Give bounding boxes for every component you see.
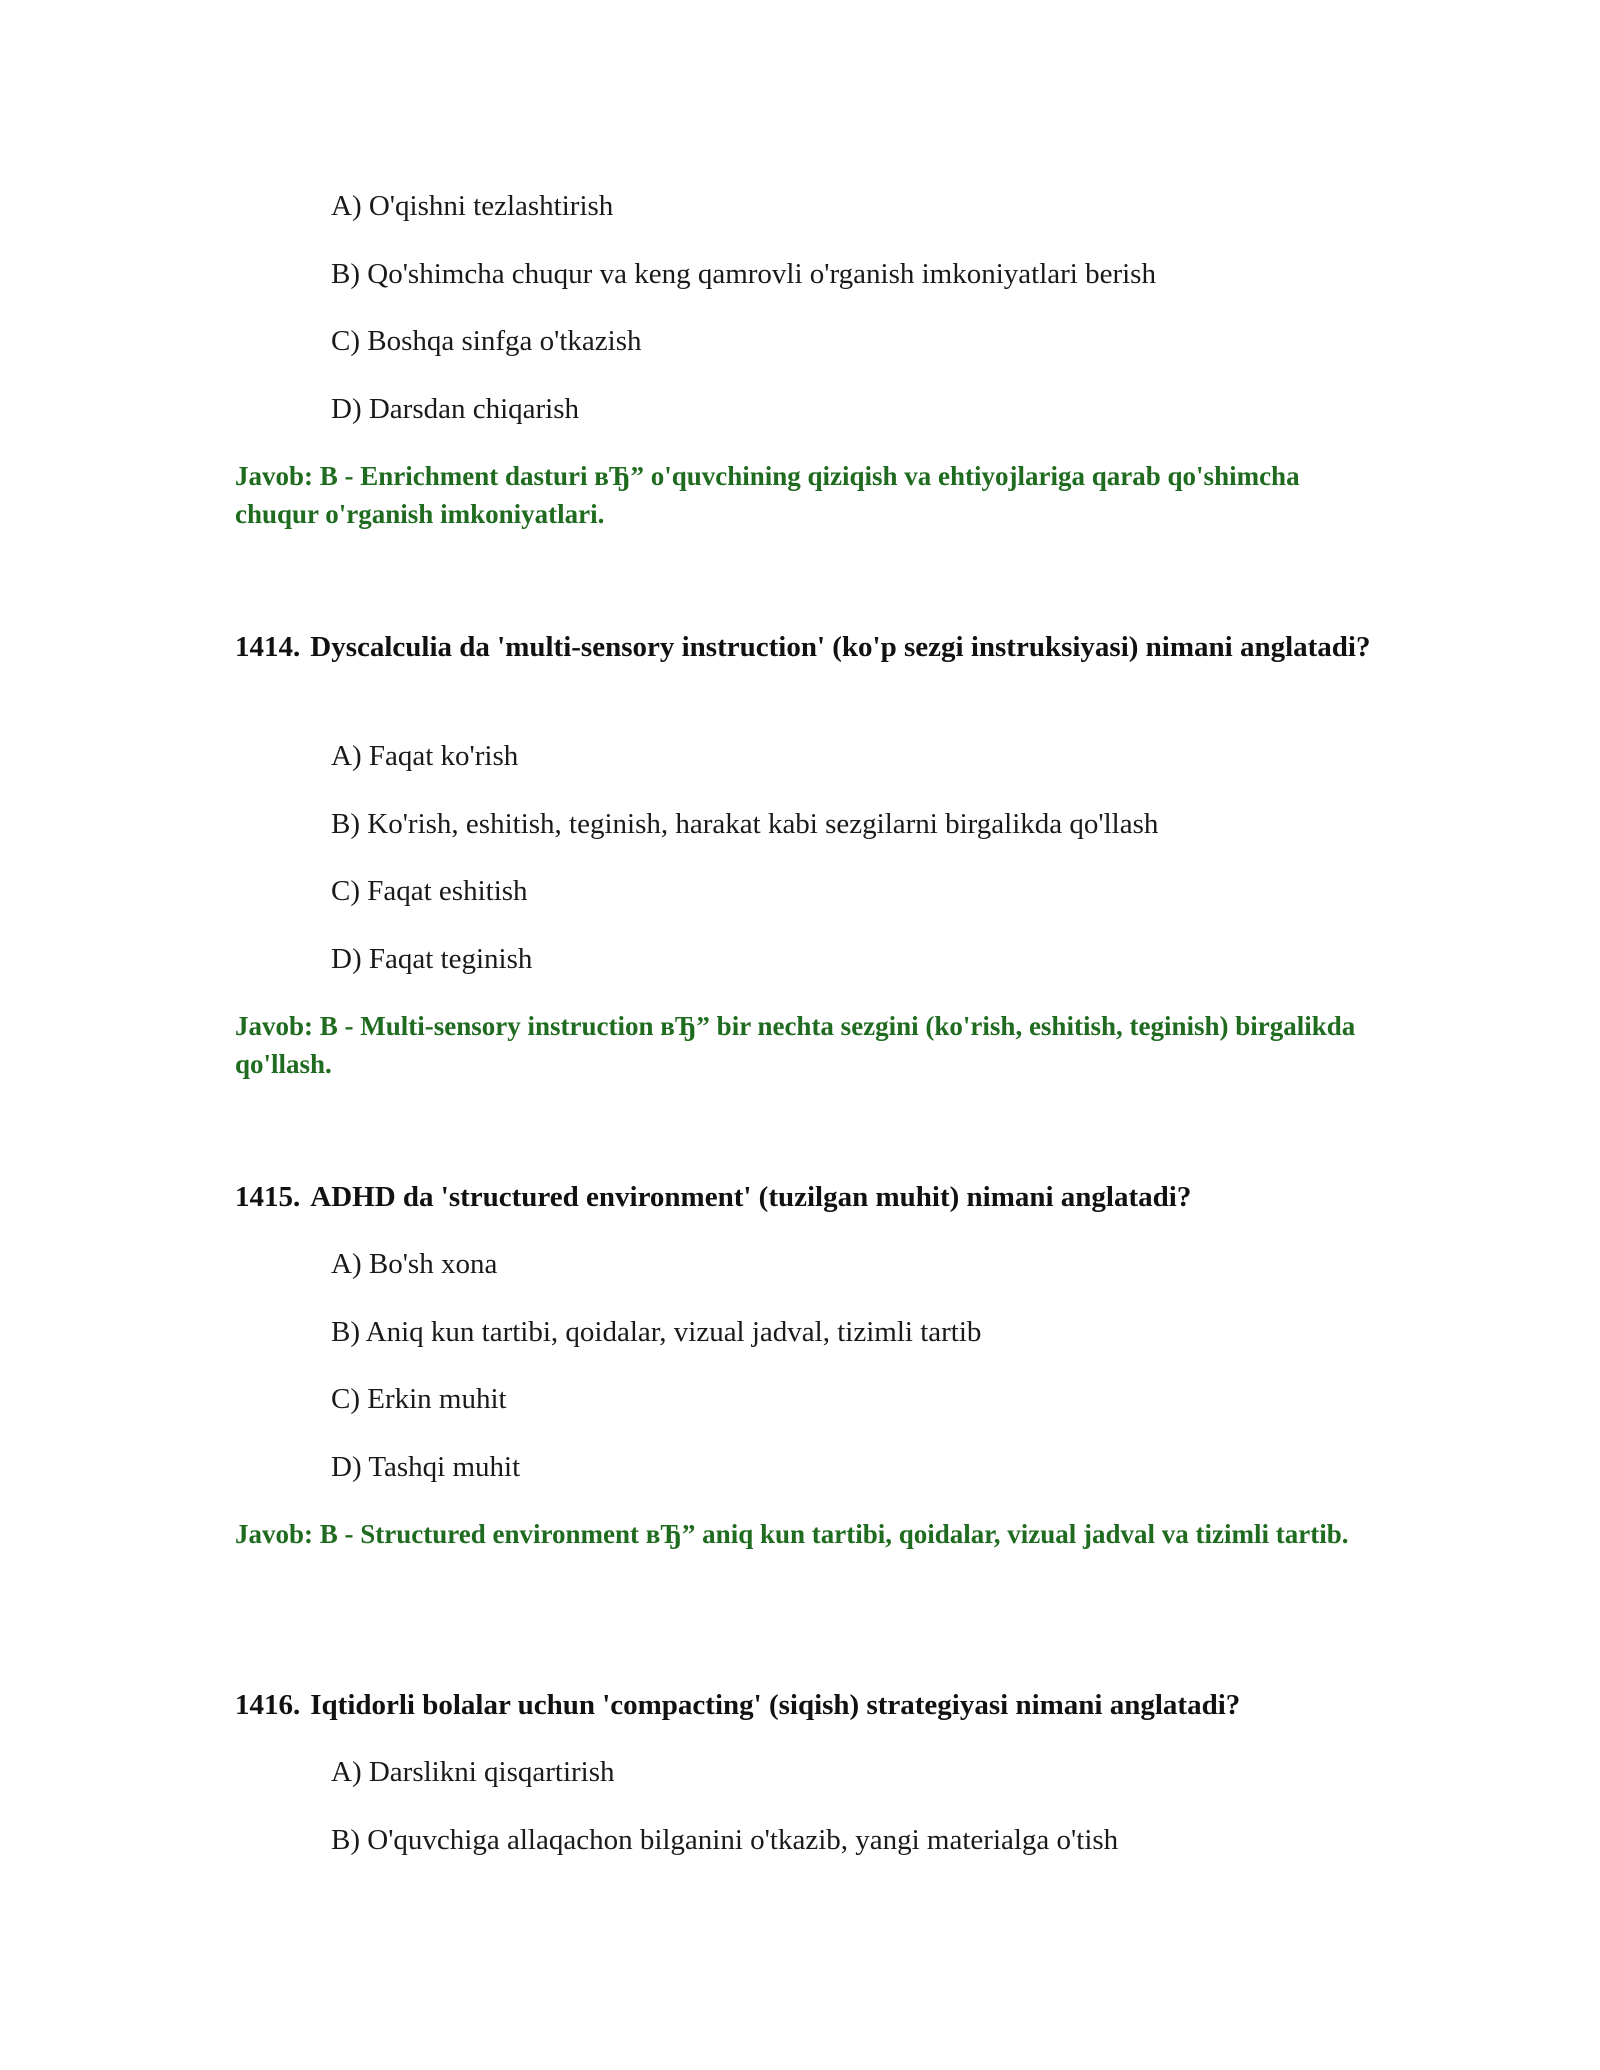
question-number: 1415. bbox=[235, 1181, 301, 1213]
option-b: B) Aniq kun tartibi, qoidalar, vizual jadval, tizimli tartib bbox=[331, 1316, 982, 1348]
answer-text: Javob: B - Multi-sensory instruction вЂ” bir nechta sezgini (ko'rish, eshitish, teginish) birgalikda qo'llash. bbox=[235, 1011, 1356, 1079]
question-text: Iqtidorli bolalar uchun 'compacting' (siqish) strategiyasi nimani anglatadi? bbox=[310, 1689, 1241, 1721]
option-d: D) Faqat teginish bbox=[331, 943, 533, 975]
option-d: D) Darsdan chiqarish bbox=[331, 393, 580, 425]
option-a: A) Bo'sh xona bbox=[331, 1248, 498, 1280]
option-b: B) Ko'rish, eshitish, teginish, harakat kabi sezgilarni birgalikda qo'llash bbox=[331, 808, 1159, 840]
question-1416 bbox=[235, 1685, 1385, 1726]
option-a: A) Darslikni qisqartirish bbox=[331, 1756, 615, 1788]
option-d: D) Tashqi muhit bbox=[331, 1451, 521, 1483]
option-b: B) O'quvchiga allaqachon bilganini o'tkazib, yangi materialga o'tish bbox=[331, 1824, 1119, 1856]
answer-text: Javob: B - Enrichment dasturi вЂ” o'quvchining qiziqish va ehtiyojlariga qarab qo'shimcha chuqur o'rganish imkoniyatlari. bbox=[235, 461, 1300, 529]
question-1415 bbox=[235, 1177, 1385, 1218]
answer-text: Javob: B - Structured environment вЂ” aniq kun tartibi, qoidalar, vizual jadval va tizimli tartib. bbox=[235, 1519, 1349, 1549]
question-text: ADHD da 'structured environment' (tuzilgan muhit) nimani anglatadi? bbox=[310, 1181, 1192, 1213]
option-b: B) Qo'shimcha chuqur va keng qamrovli o'rganish imkoniyatlari berish bbox=[331, 258, 1156, 290]
question-1414 bbox=[235, 627, 1385, 668]
option-c: C) Erkin muhit bbox=[331, 1383, 507, 1415]
option-c: C) Faqat eshitish bbox=[331, 875, 528, 907]
question-number: 1416. bbox=[235, 1689, 301, 1721]
option-c: C) Boshqa sinfga o'tkazish bbox=[331, 325, 642, 357]
option-a: A) Faqat ko'rish bbox=[331, 740, 519, 772]
question-number: 1414. bbox=[235, 631, 301, 663]
option-a: A) O'qishni tezlashtirish bbox=[331, 190, 614, 222]
question-text: Dyscalculia da 'multi-sensory instruction' (ko'p sezgi instruksiyasi) nimani anglatadi? bbox=[310, 631, 1371, 663]
